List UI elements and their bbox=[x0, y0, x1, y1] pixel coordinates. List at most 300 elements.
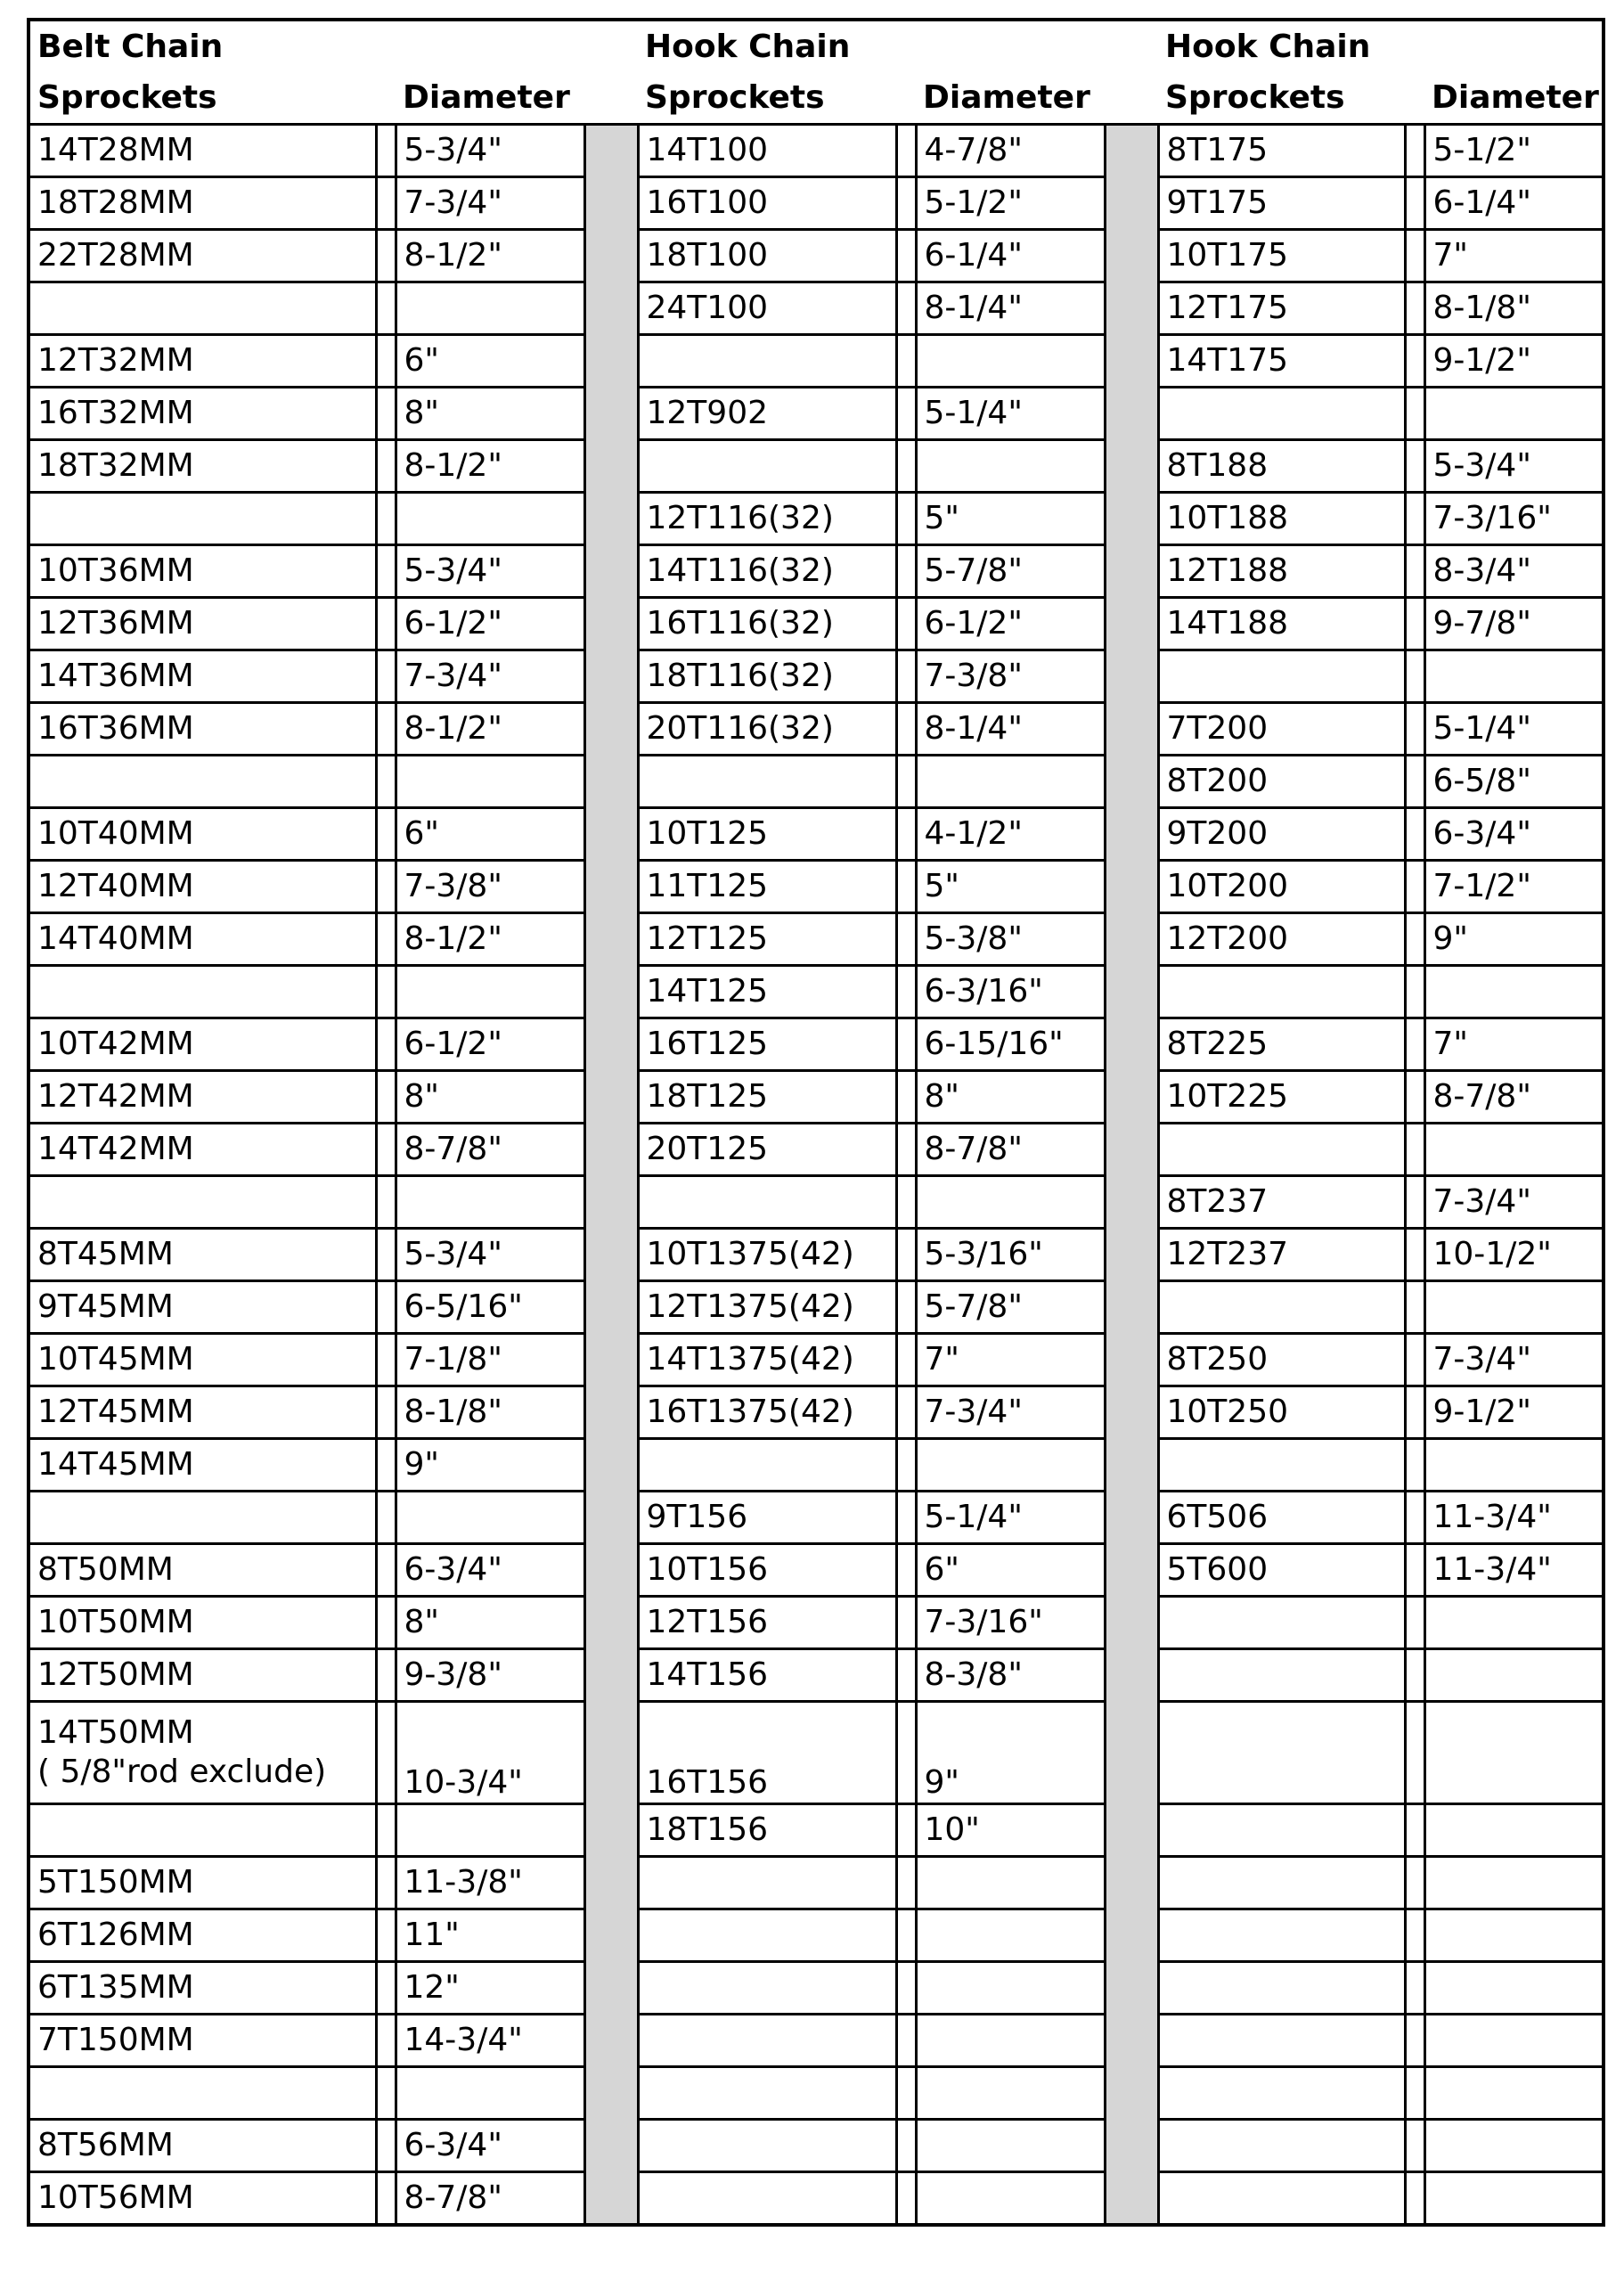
hook2-diameter-cell: 9-7/8" bbox=[1424, 598, 1604, 650]
gap-column bbox=[584, 230, 638, 282]
hook2-diameter-cell bbox=[1424, 1857, 1604, 1909]
gap-column bbox=[584, 2015, 638, 2067]
table-row bbox=[29, 1909, 1604, 1962]
hook1-spacer-cell bbox=[896, 1176, 916, 1229]
hook2-diameter-cell: 6-1/4" bbox=[1424, 177, 1604, 230]
table-row bbox=[29, 1702, 1604, 1804]
hook1-spacer-cell bbox=[896, 1597, 916, 1649]
hook1-diameter-cell: 5-3/16" bbox=[916, 1229, 1105, 1281]
hook2-spacer-cell bbox=[1405, 756, 1424, 808]
belt-sprocket-cell: 16T32MM bbox=[29, 388, 376, 440]
belt-sprocket-cell: 8T56MM bbox=[29, 2120, 376, 2172]
hook2-sprocket-cell: 9T200 bbox=[1158, 808, 1405, 861]
hook1-spacer-cell bbox=[896, 1334, 916, 1386]
table-row bbox=[29, 1962, 1604, 2015]
table-row bbox=[29, 177, 1604, 230]
header-row-1 bbox=[29, 20, 1604, 72]
gap-column bbox=[1105, 2067, 1158, 2120]
table-row bbox=[29, 1124, 1604, 1176]
belt-spacer-cell bbox=[376, 1857, 396, 1909]
table-row bbox=[29, 1597, 1604, 1649]
gap-column bbox=[1105, 1281, 1158, 1334]
belt-spacer-cell bbox=[376, 1071, 396, 1124]
gap-column bbox=[1105, 1176, 1158, 1229]
table-row bbox=[29, 1018, 1604, 1071]
belt-spacer-cell bbox=[376, 493, 396, 545]
table-row bbox=[29, 598, 1604, 650]
table-row bbox=[29, 2172, 1604, 2226]
hook1-spacer-cell bbox=[896, 1909, 916, 1962]
belt-spacer-cell bbox=[376, 913, 396, 966]
hook1-diameter-cell: 6-15/16" bbox=[916, 1018, 1105, 1071]
belt-header-line2: Sprockets bbox=[29, 72, 376, 125]
gap-column bbox=[1105, 1492, 1158, 1544]
hook1-sprocket-cell: 11T125 bbox=[638, 861, 896, 913]
hook1-diameter-cell: 8" bbox=[916, 1071, 1105, 1124]
gap-column bbox=[584, 650, 638, 703]
hook1-sprocket-cell: 10T125 bbox=[638, 808, 896, 861]
hook2-spacer-cell bbox=[1405, 230, 1424, 282]
hook2-diameter-cell bbox=[1424, 2067, 1604, 2120]
hook2-diameter-cell: 8-7/8" bbox=[1424, 1071, 1604, 1124]
hook1-diameter-cell: 5-1/4" bbox=[916, 1492, 1105, 1544]
gap-column bbox=[584, 1962, 638, 2015]
gap-column bbox=[584, 335, 638, 388]
belt-spacer-cell bbox=[376, 388, 396, 440]
hook2-sprocket-cell: 8T188 bbox=[1158, 440, 1405, 493]
table-row bbox=[29, 703, 1604, 756]
gap-column bbox=[584, 703, 638, 756]
belt-sprocket-cell: 14T40MM bbox=[29, 913, 376, 966]
gap-column bbox=[1105, 808, 1158, 861]
hook2-sprocket-cell: 8T225 bbox=[1158, 1018, 1405, 1071]
hook2-sprocket-cell bbox=[1158, 1439, 1405, 1492]
hook1-spacer-cell bbox=[896, 756, 916, 808]
table-row bbox=[29, 282, 1604, 335]
hook1-spacer-cell bbox=[896, 1439, 916, 1492]
hook1-spacer-cell bbox=[896, 1124, 916, 1176]
hook1-sprocket-cell: 18T125 bbox=[638, 1071, 896, 1124]
belt-spacer-cell bbox=[376, 966, 396, 1018]
table-row bbox=[29, 335, 1604, 388]
gap-column bbox=[584, 1176, 638, 1229]
hook1-diameter-cell: 5" bbox=[916, 493, 1105, 545]
belt-spacer-cell bbox=[376, 1492, 396, 1544]
hook2-spacer-cell bbox=[1405, 440, 1424, 493]
hook2-spacer-cell bbox=[1405, 1018, 1424, 1071]
hook1-diameter-cell: 5-3/8" bbox=[916, 913, 1105, 966]
hook1-sprocket-cell bbox=[638, 2015, 896, 2067]
hook1-spacer-cell bbox=[896, 282, 916, 335]
hook1-sprocket-cell bbox=[638, 2172, 896, 2226]
gap-column bbox=[584, 966, 638, 1018]
gap-column bbox=[1105, 388, 1158, 440]
hook1-diameter-cell: 5" bbox=[916, 861, 1105, 913]
belt-diameter-cell: 9-3/8" bbox=[396, 1649, 584, 1702]
hook1-spacer-cell bbox=[896, 1962, 916, 2015]
hook2-spacer-cell bbox=[1405, 1857, 1424, 1909]
belt-diameter-cell: 7-3/4" bbox=[396, 650, 584, 703]
belt-diameter-header: Diameter bbox=[396, 72, 584, 125]
hook1-spacer-cell bbox=[896, 913, 916, 966]
belt-diameter-cell: 12" bbox=[396, 1962, 584, 2015]
belt-diameter-cell: 5-3/4" bbox=[396, 1229, 584, 1281]
belt-spacer-cell bbox=[376, 1334, 396, 1386]
hook1-sprocket-cell bbox=[638, 2120, 896, 2172]
table-body bbox=[29, 125, 1604, 2226]
hook2-sprocket-cell: 5T600 bbox=[1158, 1544, 1405, 1597]
belt-sprocket-cell: 6T135MM bbox=[29, 1962, 376, 2015]
belt-sprocket-cell: 10T40MM bbox=[29, 808, 376, 861]
hook1-sprocket-cell: 14T156 bbox=[638, 1649, 896, 1702]
hook1-sprocket-cell: 24T100 bbox=[638, 282, 896, 335]
belt-sprocket-cell bbox=[29, 493, 376, 545]
sprocket-chart bbox=[27, 18, 1602, 2263]
hook2-sprocket-cell: 7T200 bbox=[1158, 703, 1405, 756]
gap-column bbox=[1105, 1334, 1158, 1386]
hook1-sprocket-cell: 18T100 bbox=[638, 230, 896, 282]
belt-diameter-cell bbox=[396, 2067, 584, 2120]
belt-spacer-cell bbox=[376, 1804, 396, 1857]
hook2-diameter-cell bbox=[1424, 1702, 1604, 1804]
belt-sprocket-cell: 12T50MM bbox=[29, 1649, 376, 1702]
hook2-spacer-cell bbox=[1405, 2172, 1424, 2226]
hook1-spacer-cell bbox=[896, 1229, 916, 1281]
hook2-spacer-cell bbox=[1405, 598, 1424, 650]
belt-spacer-cell bbox=[376, 1018, 396, 1071]
hook2-spacer-cell bbox=[1405, 1334, 1424, 1386]
hook1-header-line2: Sprockets bbox=[638, 72, 896, 125]
gap-column bbox=[1105, 493, 1158, 545]
hook2-diameter-cell: 5-1/2" bbox=[1424, 125, 1604, 177]
hook2-diameter-cell: 7-1/2" bbox=[1424, 861, 1604, 913]
gap-column bbox=[584, 1492, 638, 1544]
table-row bbox=[29, 1492, 1604, 1544]
belt-spacer-cell bbox=[376, 1649, 396, 1702]
belt-diameter-cell bbox=[396, 966, 584, 1018]
hook2-spacer-cell bbox=[1405, 1702, 1424, 1804]
belt-sprocket-cell: 14T45MM bbox=[29, 1439, 376, 1492]
belt-spacer-cell bbox=[376, 282, 396, 335]
hook1-spacer-cell bbox=[896, 2172, 916, 2226]
hook1-sprocket-cell: 16T116(32) bbox=[638, 598, 896, 650]
hook1-diameter-cell: 8-3/8" bbox=[916, 1649, 1105, 1702]
hook1-sprocket-cell: 14T100 bbox=[638, 125, 896, 177]
gap-column bbox=[1105, 1857, 1158, 1909]
gap-column bbox=[1105, 2172, 1158, 2226]
hook1-spacer-cell bbox=[896, 1702, 916, 1804]
hook2-diameter-cell: 7-3/16" bbox=[1424, 493, 1604, 545]
gap-column bbox=[584, 1124, 638, 1176]
table-row bbox=[29, 1334, 1604, 1386]
hook2-sprocket-cell: 8T237 bbox=[1158, 1176, 1405, 1229]
belt-sprocket-cell: 18T28MM bbox=[29, 177, 376, 230]
table-row bbox=[29, 440, 1604, 493]
hook1-diameter-cell bbox=[916, 335, 1105, 388]
gap-column bbox=[1105, 1124, 1158, 1176]
hook2-spacer-cell bbox=[1405, 913, 1424, 966]
belt-spacer-cell bbox=[376, 756, 396, 808]
belt-spacer-cell bbox=[376, 703, 396, 756]
belt-spacer-cell bbox=[376, 861, 396, 913]
hook1-sprocket-cell bbox=[638, 440, 896, 493]
hook1-spacer-cell bbox=[896, 2120, 916, 2172]
hook2-sprocket-cell: 10T250 bbox=[1158, 1386, 1405, 1439]
gap-column bbox=[1105, 230, 1158, 282]
gap-column bbox=[584, 2120, 638, 2172]
hook2-diameter-cell: 11-3/4" bbox=[1424, 1492, 1604, 1544]
hook2-spacer-cell bbox=[1405, 2067, 1424, 2120]
hook1-diameter-cell bbox=[916, 756, 1105, 808]
table-row bbox=[29, 1386, 1604, 1439]
hook1-sprocket-cell: 18T116(32) bbox=[638, 650, 896, 703]
hook2-diameter-cell bbox=[1424, 2172, 1604, 2226]
hook1-diameter-cell: 6-3/16" bbox=[916, 966, 1105, 1018]
hook2-sprocket-cell bbox=[1158, 1124, 1405, 1176]
hook1-sprocket-cell bbox=[638, 2067, 896, 2120]
belt-sprocket-cell: 14T28MM bbox=[29, 125, 376, 177]
gap-column bbox=[1105, 440, 1158, 493]
hook1-sprocket-cell: 12T1375(42) bbox=[638, 1281, 896, 1334]
hook2-diameter-cell bbox=[1424, 2015, 1604, 2067]
table-row bbox=[29, 756, 1604, 808]
table-row bbox=[29, 545, 1604, 598]
hook1-sprocket-cell: 16T156 bbox=[638, 1702, 896, 1804]
belt-sprocket-cell bbox=[29, 756, 376, 808]
gap-column bbox=[1105, 1702, 1158, 1804]
belt-diameter-cell bbox=[396, 282, 584, 335]
gap-column bbox=[1105, 1804, 1158, 1857]
gap-column bbox=[584, 125, 638, 177]
belt-diameter-cell: 8" bbox=[396, 1597, 584, 1649]
gap-column bbox=[584, 1281, 638, 1334]
gap-column bbox=[1105, 2015, 1158, 2067]
hook2-spacer-cell bbox=[1405, 808, 1424, 861]
gap-column bbox=[584, 1649, 638, 1702]
belt-diameter-cell: 5-3/4" bbox=[396, 545, 584, 598]
belt-spacer-cell bbox=[376, 440, 396, 493]
hook2-diameter-cell: 7" bbox=[1424, 1018, 1604, 1071]
gap-column bbox=[1105, 703, 1158, 756]
gap-column bbox=[584, 1544, 638, 1597]
hook2-sprocket-cell bbox=[1158, 1597, 1405, 1649]
hook1-spacer-cell bbox=[896, 125, 916, 177]
hook2-sprocket-cell bbox=[1158, 1649, 1405, 1702]
hook1-spacer-cell bbox=[896, 598, 916, 650]
hook1-sprocket-cell: 18T156 bbox=[638, 1804, 896, 1857]
gap-column bbox=[584, 1071, 638, 1124]
belt-spacer-cell bbox=[376, 1281, 396, 1334]
hook2-sprocket-cell bbox=[1158, 650, 1405, 703]
hook1-diameter-cell: 10" bbox=[916, 1804, 1105, 1857]
hook2-diameter-cell: 9-1/2" bbox=[1424, 1386, 1604, 1439]
gap-column bbox=[1105, 2120, 1158, 2172]
hook1-sprocket-cell: 16T125 bbox=[638, 1018, 896, 1071]
belt-sprocket-cell bbox=[29, 1804, 376, 1857]
belt-diameter-cell: 8" bbox=[396, 1071, 584, 1124]
hook2-diameter-cell: 11-3/4" bbox=[1424, 1544, 1604, 1597]
hook1-diameter-cell bbox=[916, 2172, 1105, 2226]
hook1-diameter-cell bbox=[916, 2067, 1105, 2120]
belt-sprocket-cell: 14T42MM bbox=[29, 1124, 376, 1176]
hook1-sprocket-cell: 12T156 bbox=[638, 1597, 896, 1649]
belt-diameter-cell bbox=[396, 1176, 584, 1229]
belt-diameter-cell: 6-5/16" bbox=[396, 1281, 584, 1334]
table-row bbox=[29, 388, 1604, 440]
hook2-sprocket-cell bbox=[1158, 1909, 1405, 1962]
gap-column bbox=[584, 756, 638, 808]
hook2-diameter-cell: 6-3/4" bbox=[1424, 808, 1604, 861]
hook1-diameter-cell: 7-3/4" bbox=[916, 1386, 1105, 1439]
hook1-diameter-cell bbox=[916, 440, 1105, 493]
hook2-spacer-cell bbox=[1405, 125, 1424, 177]
table-row bbox=[29, 1649, 1604, 1702]
hook2-diameter-cell bbox=[1424, 1124, 1604, 1176]
hook2-spacer-cell bbox=[1405, 1962, 1424, 2015]
hook1-sprocket-cell: 14T116(32) bbox=[638, 545, 896, 598]
table-row bbox=[29, 2015, 1604, 2067]
hook1-sprocket-cell: 12T125 bbox=[638, 913, 896, 966]
belt-diameter-cell: 10-3/4" bbox=[396, 1702, 584, 1804]
hook2-spacer-cell bbox=[1405, 1492, 1424, 1544]
table-row bbox=[29, 1544, 1604, 1597]
belt-diameter-cell bbox=[396, 1804, 584, 1857]
belt-spacer-cell bbox=[376, 1702, 396, 1804]
hook1-spacer-cell bbox=[896, 1071, 916, 1124]
gap-column bbox=[1105, 1962, 1158, 2015]
hook1-diameter-cell: 8-1/4" bbox=[916, 282, 1105, 335]
belt-diameter-cell bbox=[396, 1492, 584, 1544]
belt-diameter-cell: 11" bbox=[396, 1909, 584, 1962]
hook1-diameter-cell: 5-1/2" bbox=[916, 177, 1105, 230]
hook2-diameter-cell: 5-3/4" bbox=[1424, 440, 1604, 493]
gap-column bbox=[1105, 861, 1158, 913]
gap-column bbox=[1105, 177, 1158, 230]
table-row bbox=[29, 1439, 1604, 1492]
hook1-spacer-cell bbox=[896, 1386, 916, 1439]
gap-column bbox=[584, 545, 638, 598]
belt-diameter-cell: 7-1/8" bbox=[396, 1334, 584, 1386]
hook1-diameter-cell: 8-1/4" bbox=[916, 703, 1105, 756]
hook1-sprocket-cell: 12T902 bbox=[638, 388, 896, 440]
gap-column bbox=[1105, 966, 1158, 1018]
hook2-sprocket-cell: 14T188 bbox=[1158, 598, 1405, 650]
hook2-sprocket-cell bbox=[1158, 2120, 1405, 2172]
gap-column bbox=[1105, 598, 1158, 650]
hook2-diameter-cell: 9" bbox=[1424, 913, 1604, 966]
hook2-header-line2: Sprockets bbox=[1158, 72, 1405, 125]
belt-diameter-cell: 6" bbox=[396, 808, 584, 861]
hook1-spacer-cell bbox=[896, 703, 916, 756]
hook1-spacer-cell bbox=[896, 650, 916, 703]
gap-column bbox=[584, 282, 638, 335]
belt-sprocket-cell bbox=[29, 1176, 376, 1229]
belt-sprocket-cell: 16T36MM bbox=[29, 703, 376, 756]
hook2-sprocket-cell: 12T237 bbox=[1158, 1229, 1405, 1281]
table-row bbox=[29, 861, 1604, 913]
header-row-2 bbox=[29, 72, 1604, 125]
table-row bbox=[29, 2067, 1604, 2120]
belt-sprocket-cell: 14T36MM bbox=[29, 650, 376, 703]
table-row bbox=[29, 808, 1604, 861]
belt-spacer-cell bbox=[376, 1544, 396, 1597]
gap-column bbox=[1105, 1649, 1158, 1702]
hook1-spacer-cell bbox=[896, 335, 916, 388]
hook2-sprocket-cell bbox=[1158, 1857, 1405, 1909]
belt-spacer-cell bbox=[376, 125, 396, 177]
hook2-sprocket-cell bbox=[1158, 1281, 1405, 1334]
belt-diameter-cell: 8-1/2" bbox=[396, 230, 584, 282]
belt-sprocket-cell: 10T42MM bbox=[29, 1018, 376, 1071]
belt-sprocket-cell bbox=[29, 1702, 376, 1804]
hook2-spacer-cell bbox=[1405, 1071, 1424, 1124]
hook1-diameter-cell bbox=[916, 1176, 1105, 1229]
hook2-diameter-cell bbox=[1424, 1962, 1604, 2015]
belt-spacer-cell bbox=[376, 1229, 396, 1281]
hook2-sprocket-cell: 14T175 bbox=[1158, 335, 1405, 388]
hook2-spacer-cell bbox=[1405, 703, 1424, 756]
gap-column bbox=[1105, 1071, 1158, 1124]
belt-spacer-cell bbox=[376, 2120, 396, 2172]
hook1-header-line1: Hook Chain bbox=[645, 28, 851, 65]
hook1-spacer-cell bbox=[896, 1804, 916, 1857]
belt-spacer-cell bbox=[376, 1909, 396, 1962]
belt-diameter-cell: 7-3/4" bbox=[396, 177, 584, 230]
hook2-spacer-cell bbox=[1405, 282, 1424, 335]
hook2-spacer-cell bbox=[1405, 545, 1424, 598]
hook2-spacer-cell bbox=[1405, 1124, 1424, 1176]
gap-column bbox=[1105, 1597, 1158, 1649]
hook1-sprocket-cell bbox=[638, 1176, 896, 1229]
hook2-spacer-cell bbox=[1405, 493, 1424, 545]
hook1-spacer-cell bbox=[896, 1492, 916, 1544]
belt-spacer-cell bbox=[376, 650, 396, 703]
gap-column bbox=[584, 1702, 638, 1804]
gap-column bbox=[584, 493, 638, 545]
belt-sprocket-cell: 5T150MM bbox=[29, 1857, 376, 1909]
belt-spacer-cell bbox=[376, 598, 396, 650]
gap-column bbox=[584, 1909, 638, 1962]
belt-sprocket-cell bbox=[29, 1492, 376, 1544]
gap-column bbox=[1105, 282, 1158, 335]
belt-sprocket-cell: 7T150MM bbox=[29, 2015, 376, 2067]
belt-diameter-cell: 11-3/8" bbox=[396, 1857, 584, 1909]
hook1-sprocket-cell: 20T116(32) bbox=[638, 703, 896, 756]
table-row bbox=[29, 1071, 1604, 1124]
belt-spacer-cell bbox=[376, 1597, 396, 1649]
belt-spacer-cell bbox=[376, 335, 396, 388]
gap-column bbox=[584, 1439, 638, 1492]
hook1-diameter-cell: 4-7/8" bbox=[916, 125, 1105, 177]
gap-column bbox=[584, 1229, 638, 1281]
hook2-diameter-cell bbox=[1424, 1804, 1604, 1857]
hook2-diameter-cell bbox=[1424, 650, 1604, 703]
table-row bbox=[29, 1176, 1604, 1229]
hook2-diameter-cell bbox=[1424, 1281, 1604, 1334]
hook2-diameter-cell bbox=[1424, 966, 1604, 1018]
gap-column bbox=[1105, 1018, 1158, 1071]
table-row bbox=[29, 1229, 1604, 1281]
hook1-sprocket-cell: 10T1375(42) bbox=[638, 1229, 896, 1281]
gap-column bbox=[1105, 650, 1158, 703]
belt-spacer-cell bbox=[376, 2067, 396, 2120]
belt-sprocket-line1: 14T50MM bbox=[37, 1714, 194, 1751]
belt-diameter-cell: 6-1/2" bbox=[396, 1018, 584, 1071]
hook2-diameter-cell: 8-1/8" bbox=[1424, 282, 1604, 335]
table-row bbox=[29, 2120, 1604, 2172]
hook2-diameter-cell bbox=[1424, 1597, 1604, 1649]
hook1-diameter-cell: 5-1/4" bbox=[916, 388, 1105, 440]
